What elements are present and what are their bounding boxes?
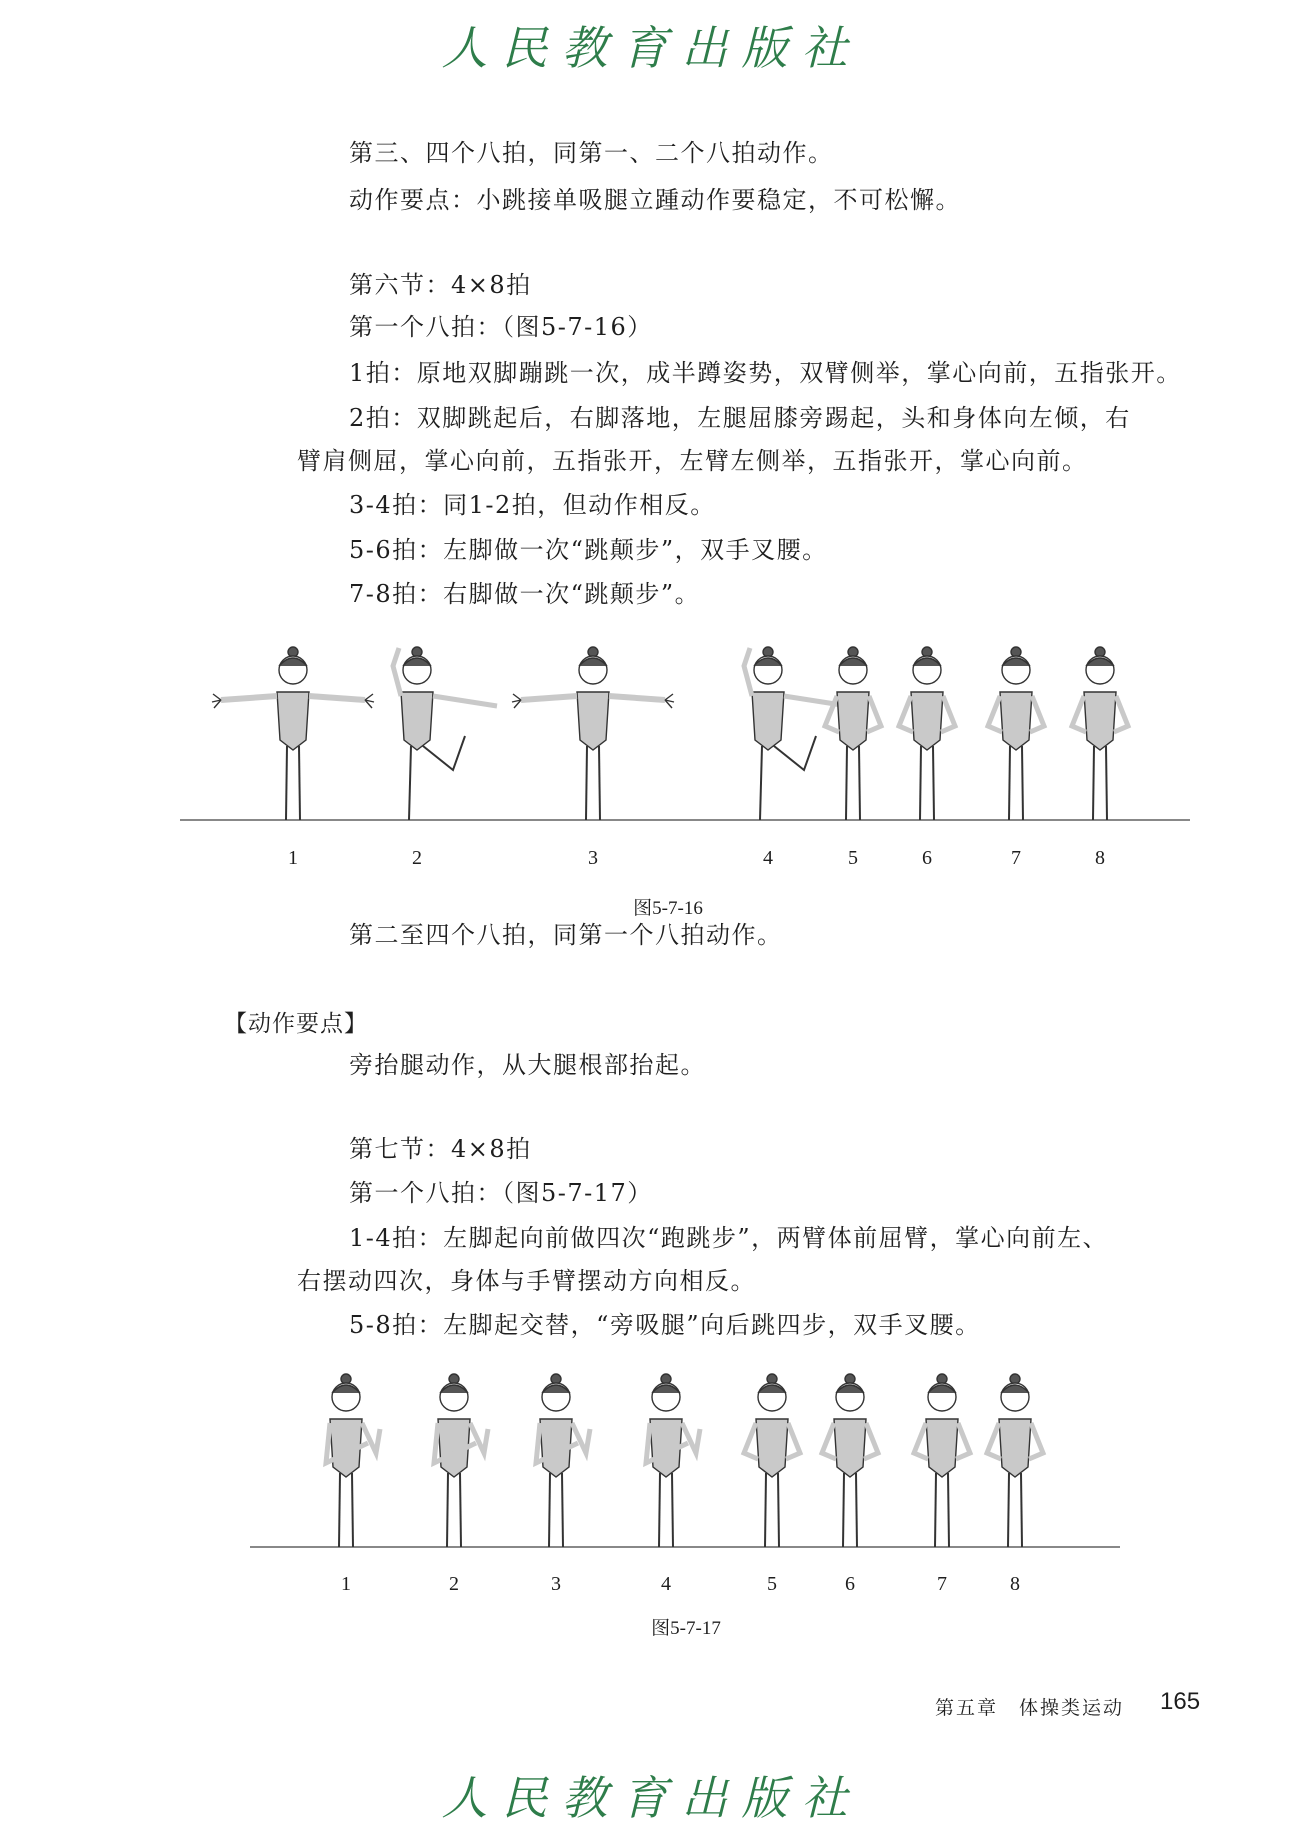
dancer-illustration xyxy=(212,647,374,820)
paragraph-line: 第三、四个八拍，同第一、二个八拍动作。 xyxy=(349,139,834,167)
dancer-illustration xyxy=(434,1374,488,1547)
paragraph-line: 旁抬腿动作，从大腿根部抬起。 xyxy=(349,1051,706,1079)
paragraph-line: 2拍：双脚跳起后，右脚落地，左腿屈膝旁踢起，头和身体向左倾，右 xyxy=(349,404,1131,432)
figure-5-7-17 xyxy=(250,1355,1120,1555)
figure-step-label: 7 xyxy=(1011,847,1021,869)
paragraph-line: 第二至四个八拍，同第一个八拍动作。 xyxy=(349,921,783,949)
paragraph-line: 第一个八拍：（图5-7-17） xyxy=(349,1179,653,1207)
paragraph-line: 右摆动四次，身体与手臂摆动方向相反。 xyxy=(297,1267,756,1295)
figure-step-label: 5 xyxy=(767,1573,777,1595)
figure-step-label: 6 xyxy=(922,847,932,869)
section-label-key-points: 【动作要点】 xyxy=(224,1011,368,1037)
figure-step-label: 8 xyxy=(1010,1573,1020,1595)
figure-step-label: 2 xyxy=(412,847,422,869)
dancer-illustration xyxy=(899,647,955,820)
figure-caption: 图5-7-16 xyxy=(633,898,703,919)
figure-step-label: 8 xyxy=(1095,847,1105,869)
section-heading-6: 第六节：4×8拍 xyxy=(349,271,532,299)
dancer-illustration xyxy=(914,1374,970,1547)
figure-step-label: 4 xyxy=(661,1573,671,1595)
dancer-illustration xyxy=(744,647,848,820)
paragraph-line: 7-8拍：右脚做一次“跳颠步”。 xyxy=(349,580,701,608)
paragraph-line: 5-8拍：左脚起交替，“旁吸腿”向后跳四步，双手叉腰。 xyxy=(349,1311,981,1339)
paragraph-line: 3-4拍：同1-2拍，但动作相反。 xyxy=(349,491,716,519)
dancer-illustration xyxy=(988,647,1044,820)
figure-step-label: 1 xyxy=(288,847,298,869)
paragraph-line: 1拍：原地双脚蹦跳一次，成半蹲姿势，双臂侧举，掌心向前，五指张开。 xyxy=(349,359,1182,387)
figure-step-label: 6 xyxy=(845,1573,855,1595)
figure-step-label: 5 xyxy=(848,847,858,869)
paragraph-line: 5-6拍：左脚做一次“跳颠步”，双手叉腰。 xyxy=(349,536,828,564)
dancer-illustration xyxy=(987,1374,1043,1547)
dancer-illustration xyxy=(822,1374,878,1547)
paragraph-line: 第一个八拍：（图5-7-16） xyxy=(349,313,653,341)
dancer-illustration xyxy=(744,1374,800,1547)
figure-step-label: 1 xyxy=(341,1573,351,1595)
figure-caption: 图5-7-17 xyxy=(651,1618,721,1639)
dancer-illustration xyxy=(512,647,674,820)
paragraph-line: 动作要点：小跳接单吸腿立踵动作要稳定，不可松懈。 xyxy=(349,186,961,214)
figure-step-label: 3 xyxy=(551,1573,561,1595)
figure-step-label: 7 xyxy=(937,1573,947,1595)
paragraph-line: 臂肩侧屈，掌心向前，五指张开，左臂左侧举，五指张开，掌心向前。 xyxy=(297,447,1088,475)
dancer-illustration xyxy=(1072,647,1128,820)
paragraph-line: 1-4拍：左脚起向前做四次“跑跳步”，两臂体前屈臂，掌心向前左、 xyxy=(349,1224,1109,1252)
dancer-illustration xyxy=(825,647,881,820)
dancer-illustration xyxy=(536,1374,590,1547)
figure-5-7-16 xyxy=(180,620,1190,830)
dancer-illustration xyxy=(326,1374,380,1547)
page-number: 165 xyxy=(1160,1688,1201,1715)
chapter-footer: 第五章 体操类运动 xyxy=(935,1697,1125,1719)
dancer-illustration xyxy=(393,647,497,820)
publisher-watermark-top: 人民教育出版社 xyxy=(441,21,862,75)
publisher-watermark-bottom: 人民教育出版社 xyxy=(441,1771,862,1825)
dancer-illustration xyxy=(646,1374,700,1547)
figure-step-label: 4 xyxy=(763,847,773,869)
figure-step-label: 2 xyxy=(449,1573,459,1595)
section-heading-7: 第七节：4×8拍 xyxy=(349,1135,532,1163)
figure-step-label: 3 xyxy=(588,847,598,869)
